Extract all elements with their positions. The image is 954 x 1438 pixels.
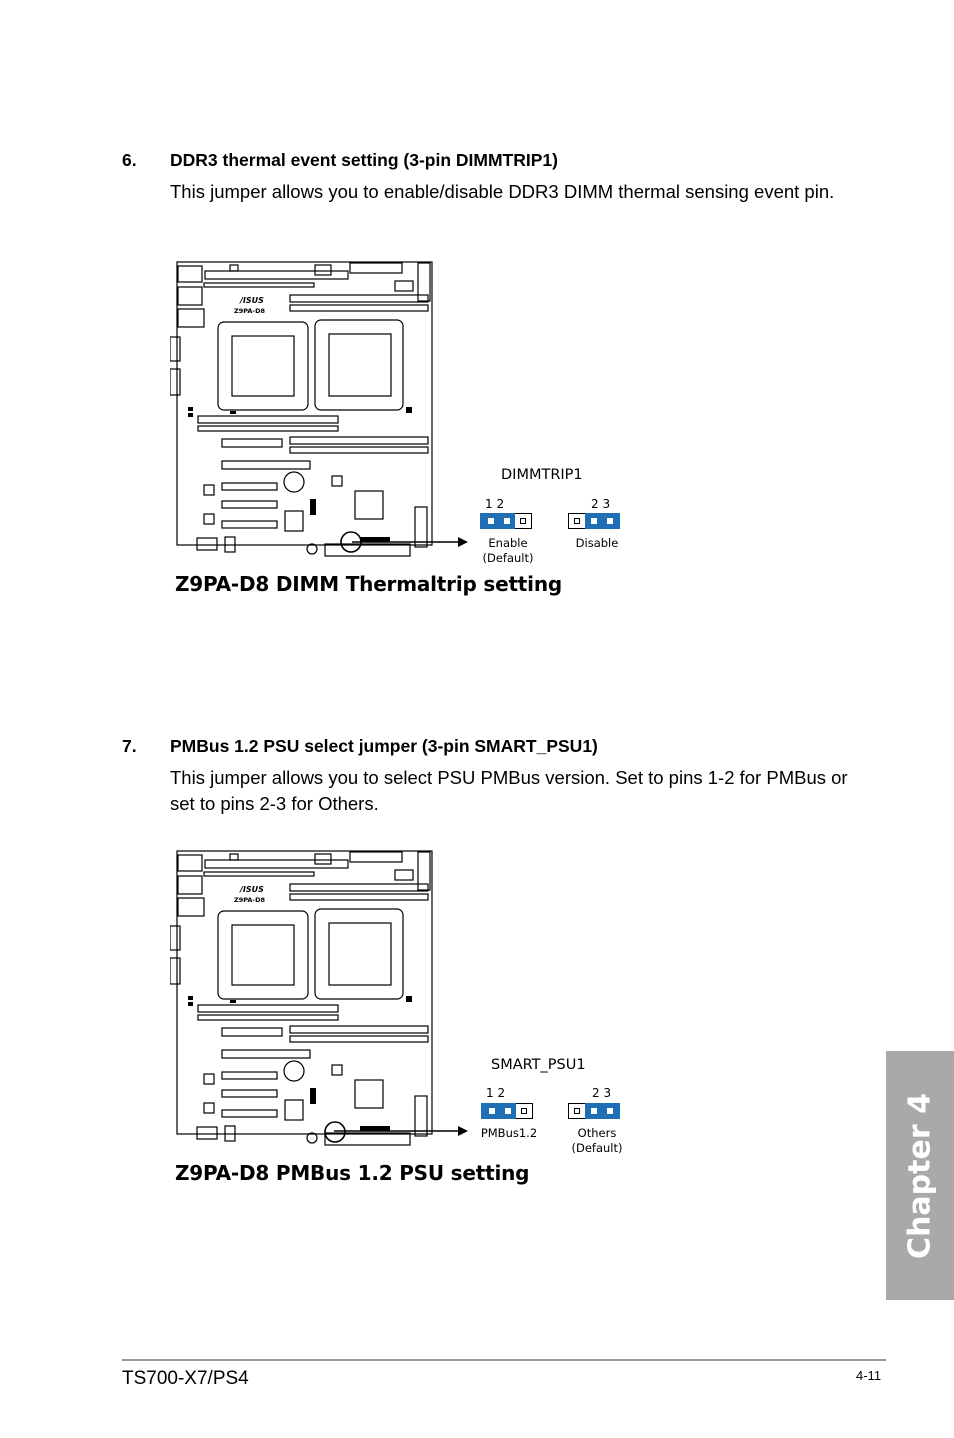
chapter-label: Chapter 4	[902, 1092, 938, 1259]
footer-product-name: TS700-X7/PS4	[122, 1368, 249, 1389]
jumper-pin	[488, 518, 494, 524]
dimmtrip-figure	[170, 259, 630, 609]
board-logo: /ISUS	[240, 296, 264, 305]
right-pin-numbers: 2 3	[591, 497, 611, 511]
jumper-name-dimmtrip1: DIMMTRIP1	[501, 467, 583, 483]
others-label: Others (Default)	[571, 1126, 623, 1155]
jumper-pin	[591, 518, 597, 524]
jumper-pin	[489, 1108, 495, 1114]
left-pin-numbers: 1 2	[486, 1086, 506, 1100]
disable-label: Disable	[575, 536, 619, 550]
chapter-tab	[886, 1051, 954, 1300]
left-pin-numbers: 1 2	[485, 497, 505, 511]
right-pin-numbers: 2 3	[592, 1086, 612, 1100]
jumper-pin	[607, 518, 613, 524]
jumper-pmbus12-setting	[481, 1103, 533, 1119]
section-6-body: This jumper allows you to enable/disable DDR3 DIMM thermal sensing event pin.	[170, 181, 835, 202]
jumper-pin	[504, 518, 510, 524]
section-6-number: 6.	[122, 150, 137, 170]
jumper-pin	[505, 1108, 511, 1114]
jumper-disable-setting	[568, 513, 620, 529]
footer-divider	[122, 1359, 886, 1361]
section-6-title: DDR3 thermal event setting (3-pin DIMMTRIP1)	[170, 150, 558, 170]
board-model: Z9PA-D8	[234, 307, 266, 315]
jumper-others-setting	[568, 1103, 620, 1119]
enable-label: Enable (Default)	[482, 536, 534, 565]
board-model: Z9PA-D8	[234, 896, 266, 904]
jumper-pin	[521, 1108, 527, 1114]
section-7-title: PMBus 1.2 PSU select jumper (3-pin SMART_PSU1)	[170, 736, 598, 756]
footer-page-number: 4-11	[856, 1368, 882, 1383]
jumper-pin	[574, 518, 580, 524]
pmbus12-label: PMBus1.2	[480, 1126, 538, 1140]
motherboard-diagram	[170, 259, 435, 569]
section-7-body: This jumper allows you to select PSU PMBus version. Set to pins 1-2 for PMBus or set to pins 2-3 for Others.	[170, 767, 848, 814]
figure-caption-smart-psu: Z9PA-D8 PMBus 1.2 PSU setting	[175, 1161, 530, 1185]
jumper-enable-setting	[480, 513, 532, 529]
smart-psu-figure	[170, 848, 630, 1198]
board-logo: /ISUS	[240, 885, 264, 894]
jumper-pin	[520, 518, 526, 524]
motherboard-diagram	[170, 848, 435, 1158]
jumper-pin	[574, 1108, 580, 1114]
figure-caption-dimmtrip: Z9PA-D8 DIMM Thermaltrip setting	[175, 572, 562, 596]
section-7-number: 7.	[122, 736, 137, 756]
jumper-pin	[607, 1108, 613, 1114]
jumper-pin	[591, 1108, 597, 1114]
jumper-name-smart-psu1: SMART_PSU1	[491, 1057, 586, 1073]
